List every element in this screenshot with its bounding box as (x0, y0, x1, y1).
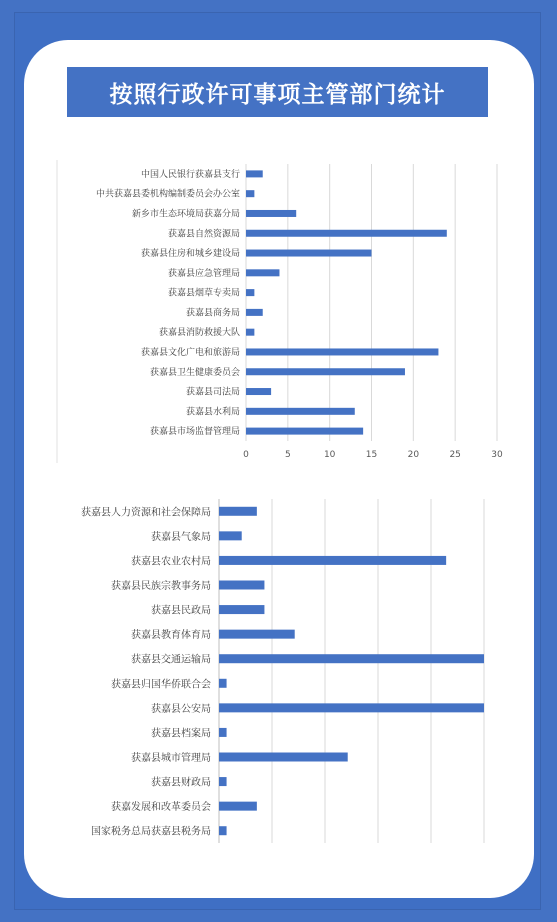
chart-2-category-label: 获嘉县农业农村局 (131, 556, 211, 568)
page-title: 按照行政许可事项主管部门统计 (67, 67, 488, 117)
chart-2-bar (219, 531, 242, 540)
chart-1-xtick-label: 30 (491, 450, 503, 460)
chart-2-bar (219, 802, 257, 811)
chart-1-xtick-label: 10 (323, 450, 336, 460)
chart-2-category-label: 获嘉县人力资源和社会保障局 (81, 507, 211, 519)
chart-2-bar (219, 581, 264, 590)
chart-2-category-label: 获嘉县民族宗教事务局 (111, 581, 211, 592)
chart-2-category-label: 获嘉县交通运输局 (131, 654, 211, 666)
chart-2-bar (219, 654, 484, 663)
chart-2-bar (219, 826, 227, 835)
chart-2-bar (219, 703, 484, 712)
chart-2-category-label: 获嘉县教育体育局 (131, 630, 211, 642)
chart-2-category-label: 获嘉县档案局 (151, 728, 211, 740)
chart-1-category-label: 获嘉县自然资源局 (167, 229, 240, 240)
chart-2-category-label: 获嘉县归国华侨联合会 (111, 679, 211, 691)
chart-1-category-label: 中国人民银行获嘉县支行 (140, 169, 240, 180)
chart-2-category-label: 获嘉发展和改革委员会 (111, 802, 211, 814)
chart-1-xtick-label: 20 (407, 450, 420, 460)
chart-1-category-label: 获嘉县卫生健康委员会 (149, 367, 240, 378)
chart-1-xtick-label: 25 (449, 450, 461, 460)
chart-2-bar (219, 605, 264, 614)
chart-2-bar (219, 507, 257, 516)
chart-1-category-label: 获嘉县司法局 (185, 387, 240, 398)
chart-2-category-label: 国家税务总局获嘉县税务局 (91, 826, 211, 838)
chart-1-category-label: 获嘉县文化广电和旅游局 (140, 347, 240, 358)
chart-1-category-label: 获嘉县烟草专卖局 (167, 288, 240, 299)
chart-2-bar (219, 630, 295, 639)
chart-1-xtick-label: 15 (365, 450, 378, 460)
chart-2-category-label: 获嘉县公安局 (151, 703, 211, 715)
chart-2-bar (219, 556, 446, 565)
chart-2-bar (219, 777, 227, 786)
chart-2-bar (219, 728, 227, 737)
chart-1-category-label: 新乡市生态环境局获嘉分局 (131, 209, 240, 220)
chart-2-bar (219, 753, 348, 762)
chart-1-category-label: 获嘉县市场监督管理局 (149, 427, 240, 438)
chart-1-category-label: 获嘉县应急管理局 (167, 268, 240, 279)
chart-1-category-label: 获嘉县商务局 (185, 308, 240, 319)
chart-2-category-label: 获嘉县气象局 (151, 531, 211, 543)
chart-2-category-label: 获嘉县城市管理局 (131, 753, 211, 764)
chart-1-category-label: 获嘉县住房和城乡建设局 (140, 249, 240, 260)
chart-1-category-label: 获嘉县消防救援大队 (158, 328, 240, 339)
chart-2-category-label: 获嘉县民政局 (151, 605, 211, 617)
chart-1-category-label: 中共获嘉县委机构编制委员会办公室 (95, 189, 240, 200)
chart-1-xtick-label: 5 (284, 450, 291, 460)
chart-1-xtick-label: 0 (243, 450, 249, 460)
chart-2-category-label: 获嘉县财政局 (151, 777, 211, 789)
chart-2-bar (219, 679, 227, 688)
chart-1-category-label: 获嘉县水利局 (185, 407, 240, 418)
